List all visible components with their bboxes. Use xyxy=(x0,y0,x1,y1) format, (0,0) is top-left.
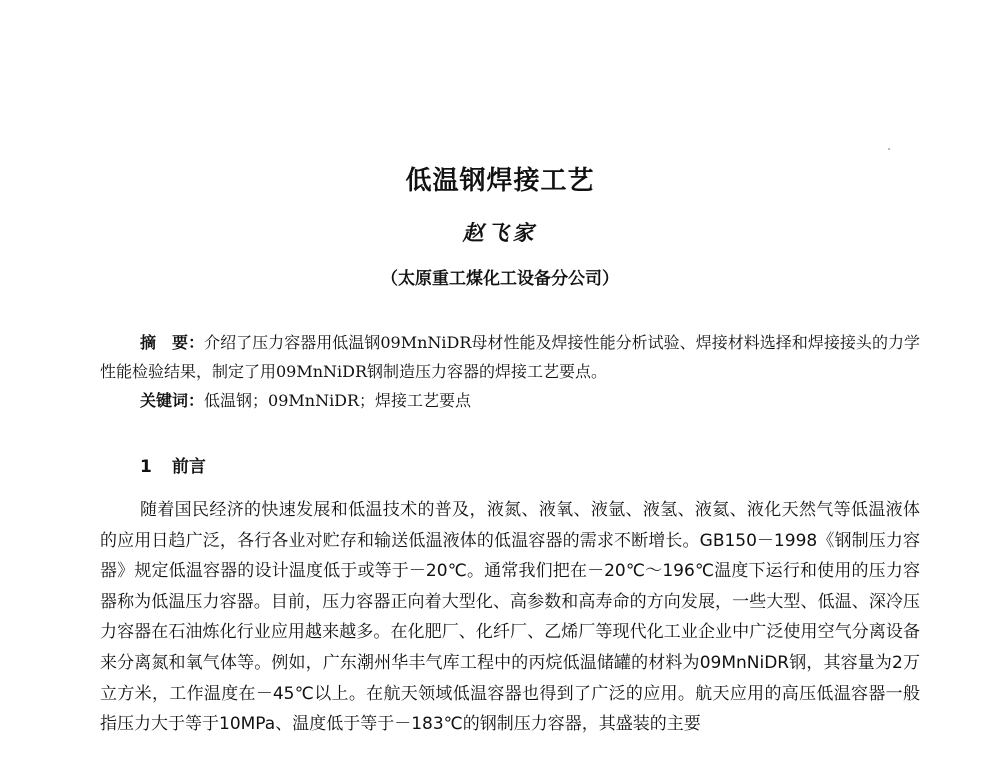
abstract-block xyxy=(100,328,920,415)
paper-title: 低温钢焊接工艺 xyxy=(405,166,595,196)
author-affiliation: （太原重工煤化工设备分公司） xyxy=(381,269,619,289)
scan-speck xyxy=(888,148,890,150)
abstract-paragraph xyxy=(100,328,920,386)
abstract-text: 介绍了压力容器用低温钢09MnNiDR母材性能及焊接性能分析试验、焊接材料选择和焊接接头的力学性能检验结果，制定了用09MnNiDR钢制造压力容器的焊接工艺要点。 xyxy=(100,333,920,381)
body-paragraph: 随着国民经济的快速发展和低温技术的普及，液氮、液氧、液氩、液氢、液氦、液化天然气等低温液体的应用日趋广泛，各行各业对贮存和输送低温液体的低温容器的需求不断增长。GB150－1998《钢制压力容器》规定低温容器的设计温度低于或等于－20℃。通常我们把在－20℃～196℃温度下运行和使用的压力容器称为低温压力容器。目前，压力容器正向着大型化、高参数和高寿命的方向发展，一些大型、低温、深冷压力容器在石油炼化行业应用越来越多。在化肥厂、化纤厂、乙烯厂等现代化工业企业中广泛使用空气分离设备来分离氮和氧气体等。例如，广东潮州华丰气库工程中的丙烷低温储罐的材料为09MnNiDR钢，其容量为2万立方米，工作温度在－45℃以上。在航天领域低温容器也得到了广泛的应用。航天应用的高压低温容器一般指压力大于等于10MPa、温度低于等于－183℃的钢制压力容器，其盛装的主要 xyxy=(100,500,920,735)
keywords-text: 低温钢；09MnNiDR；焊接工艺要点 xyxy=(204,391,472,410)
section-title: 前言 xyxy=(171,457,206,477)
abstract-label: 摘 要： xyxy=(140,333,205,352)
section-heading xyxy=(140,452,206,477)
body-text-block xyxy=(100,495,920,740)
keywords-label: 关键词： xyxy=(140,391,205,410)
section-number: 1 xyxy=(140,457,152,477)
author-name: 赵飞家 xyxy=(462,220,538,245)
keywords-paragraph xyxy=(100,386,920,415)
